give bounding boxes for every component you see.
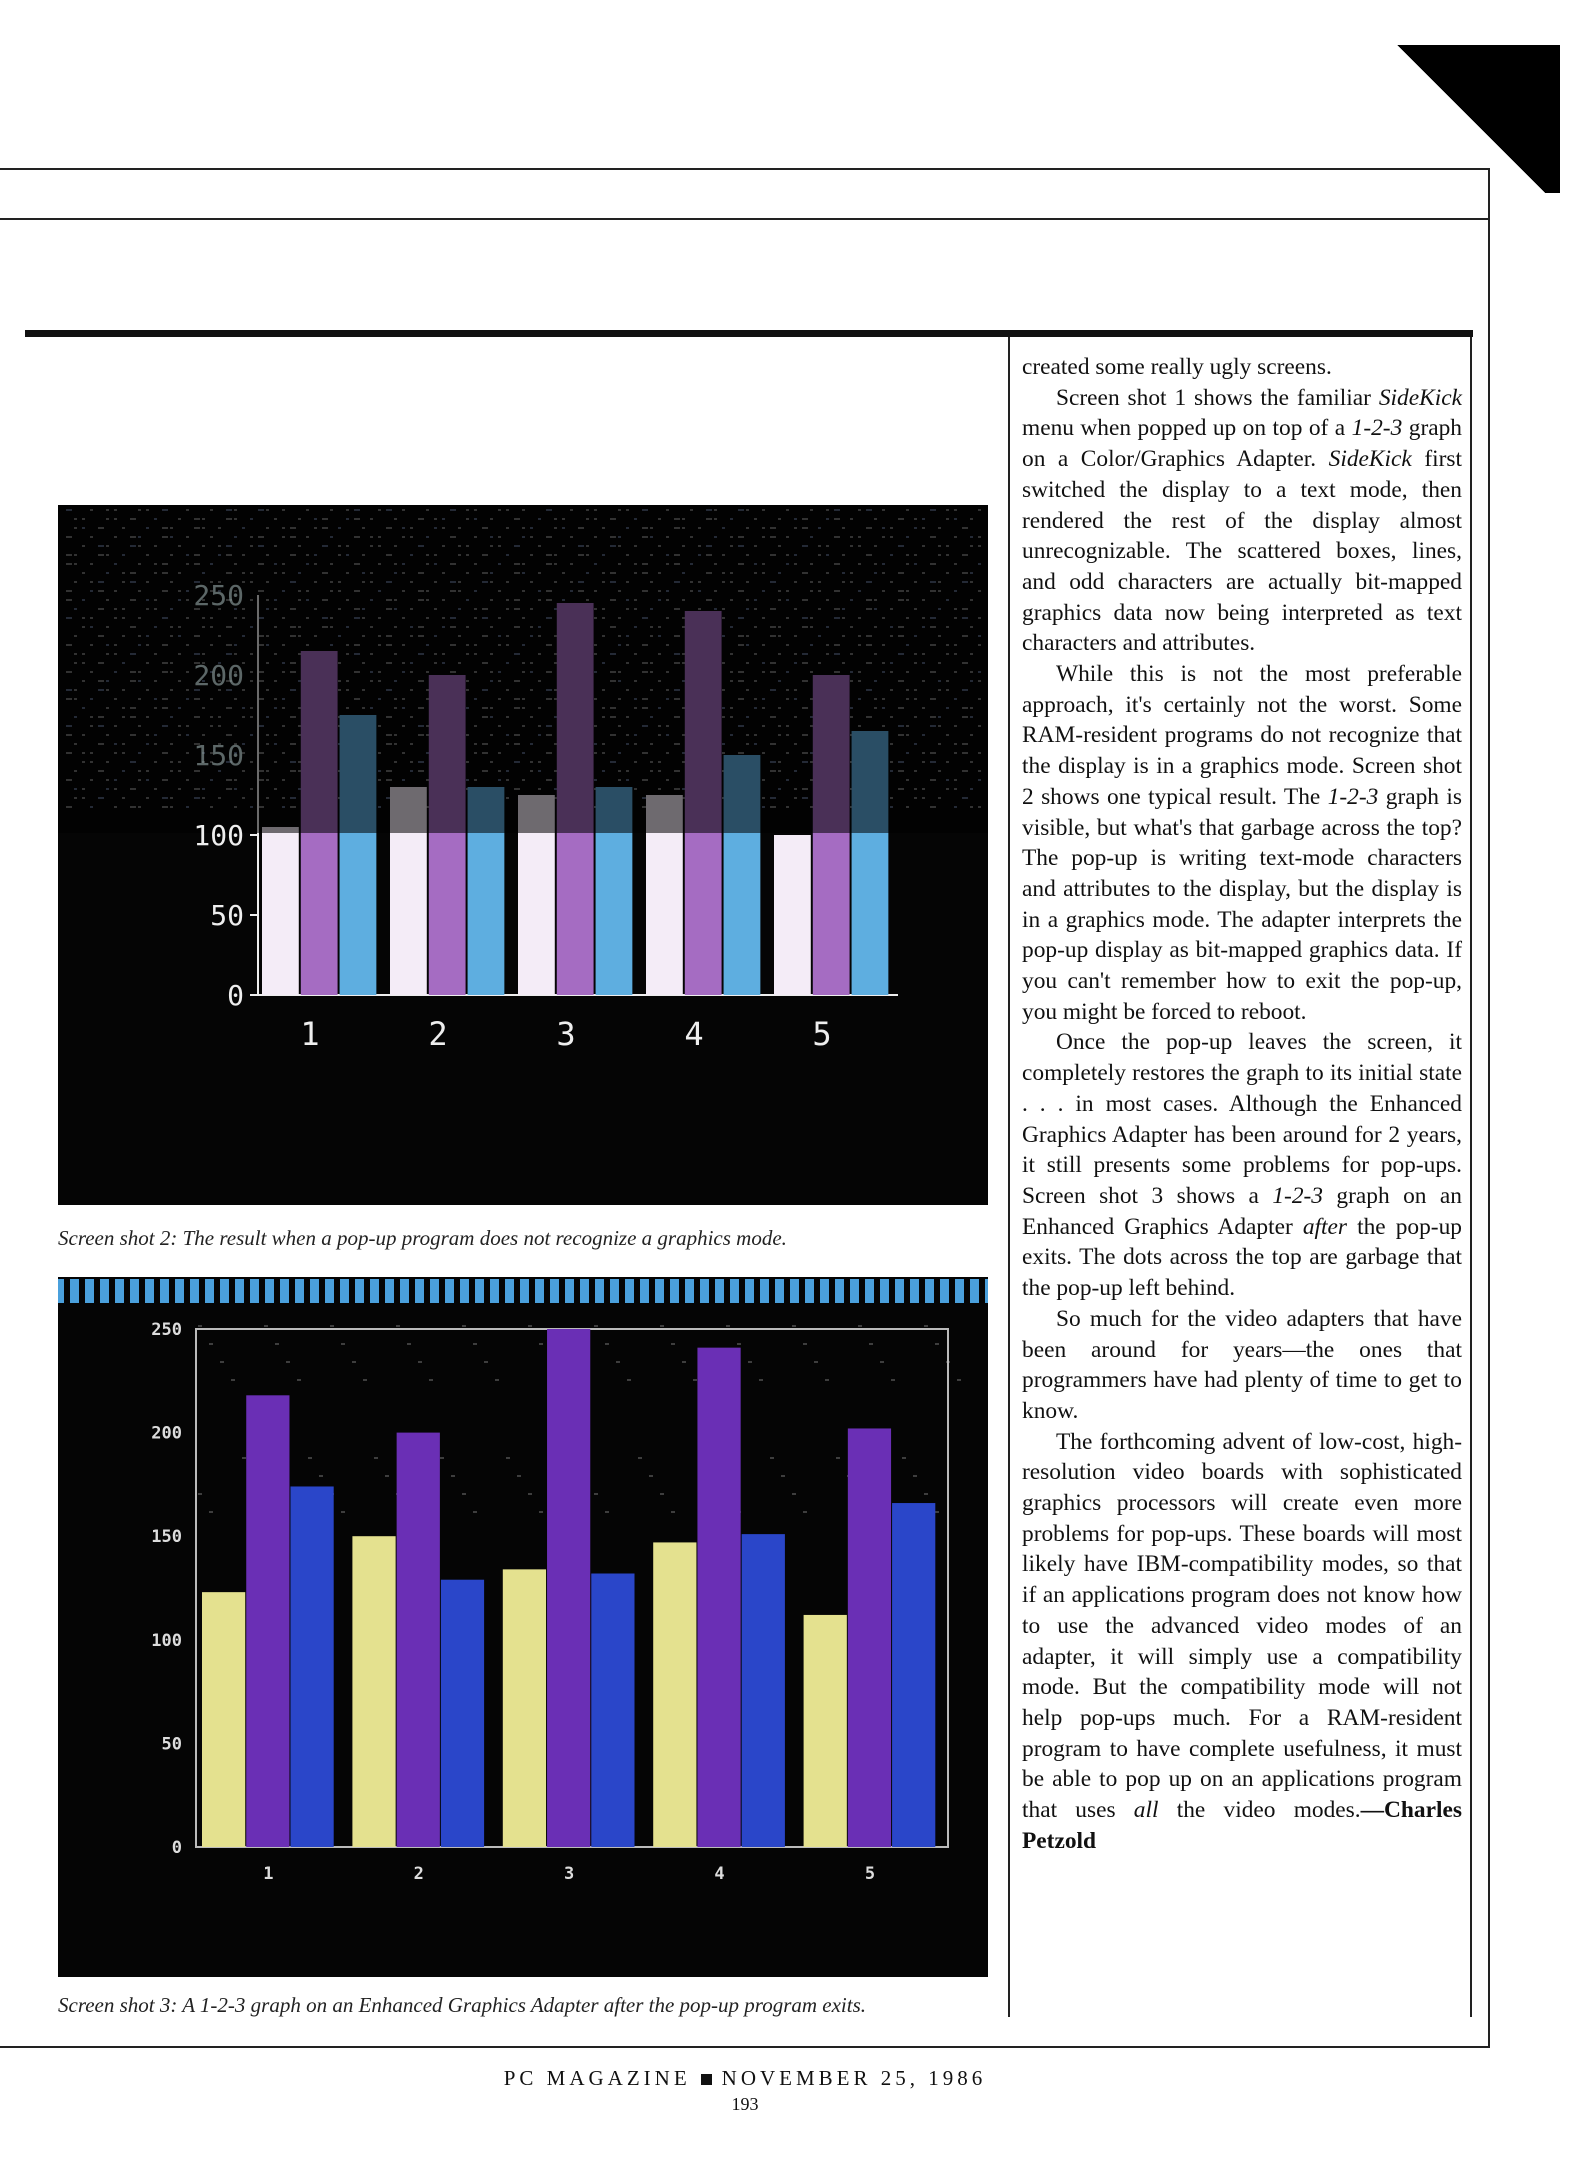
bar: [290, 1486, 333, 1847]
garbage-dot: [792, 1493, 796, 1495]
garbage-dot: [814, 1279, 820, 1303]
garbage-dot: [231, 1379, 235, 1381]
garbage-dot: [319, 1475, 323, 1477]
garbage-dot: [949, 1279, 955, 1303]
garbage-dot: [664, 1279, 670, 1303]
text: created some really ugly screens.: [1022, 354, 1332, 380]
garbage-dot: [825, 1379, 829, 1381]
screen-shot-3-caption: Screen shot 3: A 1-2-3 graph on an Enhanced Graphics Adapter after the pop-up program exits.: [58, 1993, 867, 2017]
screen-shot-2: [58, 505, 988, 1205]
garbage-dot: [349, 1279, 355, 1303]
garbage-dot: [964, 1279, 970, 1303]
garbage-dot: [473, 1343, 477, 1345]
garbage-dot: [124, 1279, 130, 1303]
x-tick-label: 5: [864, 1864, 876, 1884]
garbage-dot: [539, 1343, 543, 1345]
bar: [848, 1428, 891, 1847]
garbage-dot: [499, 1279, 505, 1303]
text: Screen shot 1 shows the familiar: [1056, 384, 1379, 411]
garbage-dot: [880, 1361, 884, 1363]
garbage-dot: [199, 1279, 205, 1303]
garbage-dot: [649, 1279, 655, 1303]
y-tick-label: 200: [193, 659, 244, 692]
text: The forthcoming advent of low-cost, high-resolution video boards with sophisticated graphics processors will create even more problems for pop-ups. These boards will most likely have IBM-compatibility modes, so that if an applications program does not know how to use the advanced video modes of an adapter, it will simply use a compatibility mode. But the compatibility mode will not help pop-ups much. For a RAM-resident program to have complete usefulness, it must be able to pop up on an applications program that uses: [1022, 1428, 1462, 1824]
garbage-dot: [682, 1361, 686, 1363]
garbage-dot: [429, 1379, 433, 1381]
garbage-dot: [605, 1343, 609, 1345]
garbage-dot: [473, 1511, 477, 1513]
garbage-dot: [214, 1279, 220, 1303]
y-tick-label: 150: [193, 739, 244, 772]
x-tick-label: 4: [684, 1015, 704, 1053]
bar: [804, 1615, 847, 1847]
garbage-dot: [424, 1279, 430, 1303]
corner-tab-mark: [1382, 45, 1560, 193]
text: 1-2-3: [1272, 1182, 1323, 1209]
garbage-dot: [671, 1343, 675, 1345]
garbage-dot: [109, 1279, 115, 1303]
garbage-dot: [506, 1457, 510, 1459]
garbage-dot: [709, 1279, 715, 1303]
garbage-dot: [198, 1325, 202, 1327]
text: graph on an Enhanced Graphics Adapter: [1022, 1182, 1462, 1240]
garbage-dot: [737, 1343, 741, 1345]
x-tick-label: 3: [556, 1015, 576, 1053]
text: graph is visible, but what's that garbage across the top? The pop-up is writing text-mode characters and attributes to the display, but the display is in a graphics mode. The adapter interprets the pop-up display as bit-mapped graphics data. If you can't remember how to exit the pop-up, you might be forced to reboot.: [1022, 783, 1462, 1025]
garbage-dot: [889, 1279, 895, 1303]
bar: [653, 1542, 696, 1847]
garbage-dot: [304, 1279, 310, 1303]
garbage-dot: [803, 1343, 807, 1345]
y-tick-label: 250: [193, 579, 244, 612]
garbage-dot: [924, 1325, 928, 1327]
garbage-dot: [935, 1511, 939, 1513]
garbage-dot: [858, 1325, 862, 1327]
bar: [246, 1395, 289, 1847]
screen-shot-3: [58, 1277, 988, 1977]
y-tick-label: 50: [210, 899, 244, 932]
garbage-dot: [244, 1279, 250, 1303]
column-border: [1470, 337, 1472, 2017]
garbage-dot: [904, 1279, 910, 1303]
garbage-dot: [919, 1279, 925, 1303]
text: all: [1133, 1797, 1159, 1824]
garbage-dot: [619, 1279, 625, 1303]
garbage-dot: [770, 1457, 774, 1459]
garbage-dot: [627, 1379, 631, 1381]
garbage-dot: [341, 1343, 345, 1345]
garbage-dot: [836, 1457, 840, 1459]
garbage-dot: [407, 1343, 411, 1345]
garbage-dot: [799, 1279, 805, 1303]
x-tick-label: 2: [413, 1864, 424, 1884]
garbage-dot: [79, 1279, 85, 1303]
x-tick-label: 2: [428, 1015, 448, 1053]
garbage-dot: [814, 1361, 818, 1363]
bar: [742, 1534, 785, 1847]
top-rule: [0, 168, 1490, 170]
garbage-dot: [264, 1325, 268, 1327]
header-rule: [0, 218, 1490, 220]
garbage-dot: [529, 1279, 535, 1303]
garbage-dot: [604, 1279, 610, 1303]
garbage-dot: [574, 1279, 580, 1303]
garbage-dot: [64, 1279, 70, 1303]
garbage-dot: [209, 1511, 213, 1513]
garbage-dot: [169, 1279, 175, 1303]
bar: [397, 1433, 440, 1847]
garbage-dot: [935, 1343, 939, 1345]
section-rule: [25, 330, 1473, 337]
garbage-dot: [726, 1325, 730, 1327]
garbage-dot: [934, 1279, 940, 1303]
garbage-dot: [589, 1279, 595, 1303]
garbage-dot: [330, 1325, 334, 1327]
garbage-dot: [462, 1493, 466, 1495]
garbage-dot: [229, 1279, 235, 1303]
y-tick-label: 0: [227, 979, 244, 1012]
garbage-dot: [418, 1361, 422, 1363]
bar: [591, 1573, 634, 1847]
text: first switched the display to a text mode, then rendered the rest of the display almost unrecognizable. The scattered boxes, lines, and odd characters are actually bit-mapped graphics data now being interpreted as text characters and attributes.: [1022, 446, 1462, 657]
text: SideKick: [1328, 446, 1412, 473]
garbage-dot: [495, 1379, 499, 1381]
paragraph: [1022, 1304, 1462, 1427]
bar: [774, 835, 811, 995]
garbage-dot: [671, 1511, 675, 1513]
garbage-dot: [748, 1361, 752, 1363]
y-tick-label: 0: [171, 1838, 182, 1858]
footer: [0, 2066, 1490, 2091]
garbage-dot: [616, 1361, 620, 1363]
garbage-dot: [634, 1279, 640, 1303]
garbage-dot: [308, 1457, 312, 1459]
bar: [262, 827, 299, 995]
garbage-dot: [297, 1379, 301, 1381]
garbage-dot: [259, 1279, 265, 1303]
garbage-dot: [769, 1279, 775, 1303]
y-tick-label: 100: [193, 819, 244, 852]
text: the video modes.: [1158, 1797, 1361, 1824]
garbage-dot: [209, 1343, 213, 1345]
garbage-dot: [724, 1279, 730, 1303]
garbage-dot: [544, 1279, 550, 1303]
magazine-name: PC MAGAZINE: [503, 2066, 691, 2090]
garbage-dot: [694, 1279, 700, 1303]
garbage-dot: [784, 1279, 790, 1303]
garbage-strip: [58, 1279, 988, 1303]
y-tick-label: 100: [151, 1630, 182, 1651]
x-tick-label: 3: [564, 1864, 575, 1884]
garbage-dot: [275, 1343, 279, 1345]
garbage-dot: [274, 1279, 280, 1303]
garbage-dot: [594, 1325, 598, 1327]
y-tick-label: 50: [161, 1734, 182, 1755]
text: 1-2-3: [1351, 415, 1403, 442]
garbage-dot: [913, 1475, 917, 1477]
text: 1-2-3: [1327, 783, 1379, 810]
garbage-dot: [394, 1279, 400, 1303]
garbage-dot: [469, 1279, 475, 1303]
garbage-dot: [363, 1379, 367, 1381]
bar: [503, 1569, 546, 1847]
garbage-dot: [409, 1279, 415, 1303]
garbage-dot: [539, 1511, 543, 1513]
garbage-dot: [139, 1279, 145, 1303]
column-divider: [1008, 337, 1010, 2017]
garbage-dot: [517, 1475, 521, 1477]
garbage-dot: [396, 1325, 400, 1327]
garbage-dot: [924, 1493, 928, 1495]
garbage-dot: [759, 1379, 763, 1381]
text: graph on a Color/Graphics Adapter.: [1022, 415, 1463, 473]
garbage-dot: [844, 1279, 850, 1303]
garbage-dot: [739, 1279, 745, 1303]
garbage-dot: [286, 1361, 290, 1363]
text: the pop-up exits. The dots across the top are garbage that the pop-up left behind.: [1022, 1213, 1462, 1302]
garbage-dot: [385, 1475, 389, 1477]
paragraph: [1022, 659, 1462, 1027]
text: after: [1302, 1213, 1348, 1240]
garbage-dot: [660, 1493, 664, 1495]
garbage-dot: [649, 1475, 653, 1477]
garbage-dot: [781, 1475, 785, 1477]
garbage-dot: [220, 1361, 224, 1363]
garbage-dot: [184, 1279, 190, 1303]
garbage-dot: [514, 1279, 520, 1303]
screen-shot-3-chart: [58, 1277, 988, 1977]
garbage-dot: [660, 1325, 664, 1327]
bar: [441, 1580, 484, 1847]
garbage-dot: [792, 1325, 796, 1327]
garbage-dot: [484, 1279, 490, 1303]
garbage-dot: [605, 1511, 609, 1513]
garbage-dot: [289, 1279, 295, 1303]
garbage-dot: [440, 1457, 444, 1459]
x-tick-label: 1: [263, 1864, 274, 1884]
text: Once the pop-up leaves the screen, it completely restores the graph to its initial state . . . in most cases. Although the Enhanced Graphics Adapter has been around for 2 years, it still presents some problems for pop-ups. Screen shot 3 shows a: [1022, 1029, 1462, 1209]
bar: [892, 1503, 935, 1847]
text: So much for the video adapters that have been around for years—the ones that programmers have had plenty of time to get to know.: [1022, 1305, 1462, 1424]
issue-date: NOVEMBER 25, 1986: [721, 2066, 987, 2090]
garbage-dot: [638, 1457, 642, 1459]
garbage-dot: [94, 1279, 100, 1303]
garbage-dot: [364, 1279, 370, 1303]
bar: [697, 1348, 740, 1847]
x-tick-label: 4: [714, 1864, 725, 1884]
garbage-dot: [439, 1279, 445, 1303]
garbage-dot: [198, 1493, 202, 1495]
garbage-dot: [859, 1279, 865, 1303]
garbage-dot: [341, 1511, 345, 1513]
garbage-dot: [154, 1279, 160, 1303]
bar: [202, 1592, 245, 1847]
paragraph: [1022, 352, 1462, 383]
garbage-dot: [902, 1457, 906, 1459]
garbage-dot: [803, 1511, 807, 1513]
text: While this is not the most preferable approach, it's certainly not the worst. Some RAM-resident programs do not recognize that the display is in a graphics mode. Screen shot 2 shows one typical result. The: [1022, 661, 1462, 810]
garbage-dot: [679, 1279, 685, 1303]
garbage-dot: [891, 1379, 895, 1381]
bar: [352, 1536, 395, 1847]
garbage-dot: [334, 1279, 340, 1303]
paragraph: [1022, 1027, 1462, 1303]
garbage-dot: [462, 1325, 466, 1327]
y-tick-label: 150: [151, 1527, 182, 1548]
garbage-dot: [869, 1343, 873, 1345]
bottom-rule: [0, 2046, 1490, 2048]
garbage-dot: [242, 1457, 246, 1459]
garbage-dot: [874, 1279, 880, 1303]
garbage-dot: [379, 1279, 385, 1303]
bullet-icon: [701, 2074, 712, 2085]
page-number: 193: [731, 2094, 759, 2114]
garbage-dot: [829, 1279, 835, 1303]
article-column: [1022, 352, 1462, 1856]
text: SideKick: [1378, 384, 1462, 411]
paragraph: [1022, 383, 1462, 659]
garbage-dot: [957, 1379, 961, 1381]
garbage-dot: [454, 1279, 460, 1303]
x-tick-label: 1: [300, 1015, 320, 1053]
screen-shot-2-chart: [58, 505, 988, 1205]
garbage-dot: [451, 1475, 455, 1477]
garbage-dot: [484, 1361, 488, 1363]
paragraph: [1022, 1427, 1462, 1857]
right-rule: [1488, 168, 1490, 2048]
garbage-dot: [754, 1279, 760, 1303]
y-tick-label: 200: [151, 1423, 182, 1444]
screen-shot-2-caption: Screen shot 2: The result when a pop-up program does not recognize a graphics mode.: [58, 1226, 787, 1250]
x-tick-label: 5: [812, 1015, 832, 1053]
garbage-dot: [559, 1279, 565, 1303]
garbage-dot: [352, 1361, 356, 1363]
garbage-dot: [693, 1379, 697, 1381]
author-signature: —Charles Petzold: [1022, 1797, 1462, 1854]
y-tick-label: 250: [151, 1320, 182, 1340]
text: menu when popped up on top of a: [1022, 415, 1352, 442]
bar: [547, 1329, 590, 1847]
garbage-dot: [528, 1493, 532, 1495]
garbage-dot: [528, 1325, 532, 1327]
garbage-dot: [374, 1457, 378, 1459]
garbage-dot: [319, 1279, 325, 1303]
garbage-dot: [594, 1493, 598, 1495]
garbage-dot: [979, 1279, 985, 1303]
